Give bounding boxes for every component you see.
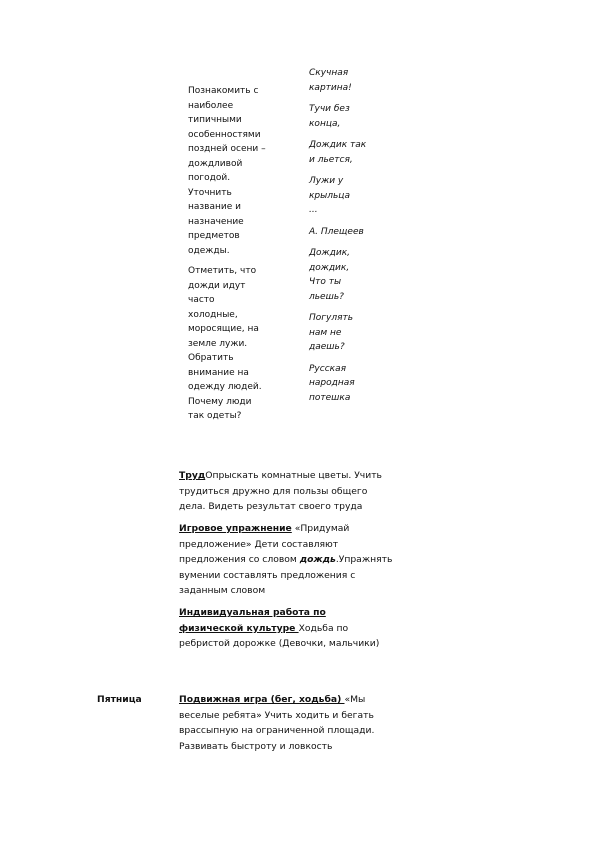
labor-block: [179, 468, 444, 515]
poem-line: картина!: [309, 82, 352, 93]
goals-line: типичными: [188, 115, 242, 125]
poem-stanza: [309, 138, 391, 167]
outdoor-game-text: врассыпную на ограниченной площади.: [179, 725, 375, 736]
goals-line: Обратить: [188, 353, 234, 363]
poem-line: Что ты: [309, 277, 342, 287]
outdoor-game-text: веселые ребята» Учить ходить и бегать: [179, 709, 374, 721]
poem-line: Тучи без: [309, 104, 350, 114]
goals-line: часто: [188, 295, 215, 305]
goals-line: название и: [188, 202, 241, 212]
goals-line: дожди идут: [188, 280, 246, 291]
poem-line: Русская: [309, 363, 347, 374]
labor-text: Опрыскать комнатные цветы. Учить: [205, 470, 382, 481]
individual-work-heading: физической культуре: [179, 622, 299, 634]
outdoor-game-text: «Мы: [344, 694, 366, 705]
game-exercise-text: предложения со словом: [179, 554, 300, 565]
poem-line: Погулять: [309, 313, 354, 323]
goals-line: назначение: [188, 216, 244, 227]
goals-line: Познакомить с: [188, 86, 259, 96]
poem-line: крыльца: [309, 190, 350, 201]
poem-line: нам не: [309, 327, 342, 338]
individual-work-block: [179, 605, 444, 652]
poem-author: [309, 225, 391, 240]
labor-text: трудиться дружно для пользы общего: [179, 485, 368, 497]
outdoor-game-block: [179, 692, 444, 754]
goals-line: так одеты?: [188, 411, 242, 421]
poem-line: народная: [309, 378, 355, 388]
individual-work-text: ребристой дорожке (Девочки, мальчики): [179, 638, 380, 649]
poem-line: льешь?: [309, 291, 344, 302]
poem-line: Лужи у: [309, 176, 344, 186]
poem-line: Дождик,: [309, 248, 351, 258]
individual-work-heading: Индивидуальная работа по: [179, 607, 326, 618]
goals-column: [188, 84, 294, 424]
goals-line: погодой.: [188, 173, 231, 183]
poem-line: Скучная: [309, 68, 349, 78]
goals-line: внимание на: [188, 367, 249, 378]
poem-stanza: [309, 66, 391, 95]
game-exercise-text: вумении составлять предложения с: [179, 569, 356, 581]
goals-line: моросящие, на: [188, 324, 259, 334]
poem-column: [309, 66, 391, 405]
game-exercise-text: заданным словом: [179, 585, 266, 596]
poem-line: А. Плещеев: [309, 226, 364, 237]
goals-line: Почему люди: [188, 396, 252, 407]
labor-heading: Труд: [179, 470, 206, 481]
poem-line: конца,: [309, 118, 341, 129]
poem-stanza: [309, 102, 391, 131]
poem-source: [309, 362, 391, 406]
poem-stanza: [309, 174, 391, 218]
game-exercise-text: «Придумай: [291, 523, 350, 534]
goals-line: одежды.: [188, 245, 230, 256]
individual-work-text: Ходьба по: [298, 622, 349, 634]
goals-paragraph-1: [188, 84, 294, 258]
game-exercise-heading: Игровое упражнение: [179, 523, 292, 534]
poem-line: ...: [309, 205, 318, 215]
labor-text: дела. Видеть результат своего труда: [179, 501, 363, 512]
day-label: Пятница: [97, 694, 142, 705]
poem-stanza: [309, 246, 391, 304]
poem-line: потешка: [309, 392, 351, 403]
game-exercise-block: [179, 521, 444, 599]
goals-line: одежду людей.: [188, 382, 262, 392]
game-exercise-keyword: дождь: [299, 554, 336, 565]
poem-line: дождик,: [309, 262, 350, 273]
poem-line: Дождик так: [309, 140, 367, 150]
goals-paragraph-2: [188, 264, 294, 424]
goals-line: холодные,: [188, 309, 238, 320]
goals-line: особенностями: [188, 129, 261, 140]
game-exercise-text: .Упражнять: [335, 554, 393, 565]
game-exercise-text: предложение» Дети составляют: [179, 538, 339, 550]
goals-line: предметов: [188, 231, 240, 241]
goals-line: поздней осени –: [188, 144, 266, 154]
goals-line: земле лужи.: [188, 338, 248, 349]
goals-line: Отметить, что: [188, 266, 257, 276]
poem-line: и льется,: [309, 154, 353, 165]
goals-line: наиболее: [188, 100, 234, 111]
goals-line: Уточнить: [188, 187, 232, 198]
poem-line: даешь?: [309, 342, 345, 352]
outdoor-game-heading: Подвижная игра (бег, ходьба): [179, 694, 345, 705]
poem-stanza: [309, 311, 391, 355]
outdoor-game-text: Развивать быстроту и ловкость: [179, 740, 333, 752]
goals-line: дождливой: [188, 158, 243, 169]
